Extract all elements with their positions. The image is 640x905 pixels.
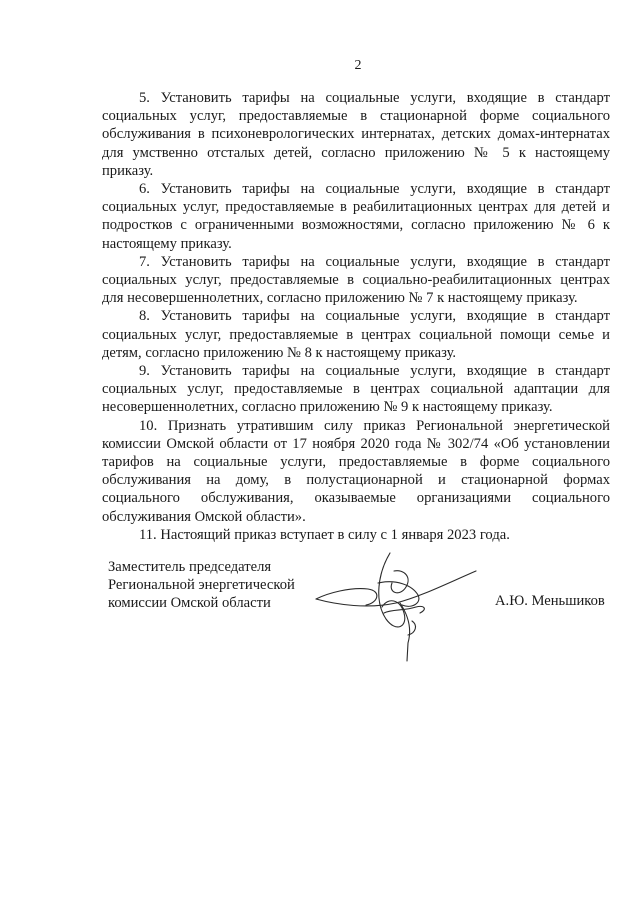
handwritten-signature [308, 543, 478, 668]
signer-position-line: комиссии Омской области [108, 595, 271, 612]
clause-5: 5. Установить тарифы на социальные услуги, входящие в стандарт социальных услуг, предоставляемые в стационарной форме социального обслуживания в психоневрологических интернатах, детских домах-интернатах для умственно отсталых детей, согласно приложению № 5 к настоящему приказу. [102, 90, 610, 179]
clause-6: 6. Установить тарифы на социальные услуги, входящие в стандарт социальных услуг, предоставляемые в реабилитационных центрах для детей и подростков с ограниченными возможностями, согласно приложению № 6 к настоящему приказу. [102, 181, 610, 252]
clause-8: 8. Установить тарифы на социальные услуги, входящие в стандарт социальных услуг, предоставляемые в центрах социальной помощи семье и детям, согласно приложению № 8 к настоящему приказу. [102, 308, 610, 361]
signer-position-line: Региональной энергетической [108, 577, 295, 594]
clause-11: 11. Настоящий приказ вступает в силу с 1 января 2023 года. [139, 526, 510, 543]
signer-position-line: Заместитель председателя [108, 559, 272, 575]
signer-position [108, 558, 328, 613]
document-body [102, 89, 610, 544]
clause-9: 9. Установить тарифы на социальные услуги, входящие в стандарт социальных услуг, предоставляемые в центрах социальной адаптации для несовершеннолетних, согласно приложению № 9 к настоящему приказу. [102, 363, 610, 416]
page-number: 2 [354, 58, 362, 73]
clause-10: 10. Признать утратившим силу приказ Региональной энергетической комиссии Омской области от 17 ноября 2020 года № 302/74 «Об установлении тарифов на социальные услуги, предоставляемые в форме социального обслуживания на дому, в полустационарной и стационарной формах социального обслуживания, оказываемые организациями социального обслуживания Омской области». [102, 417, 610, 525]
clause-7: 7. Установить тарифы на социальные услуги, входящие в стандарт социальных услуг, предоставляемые в социально-реабилитационных центрах для несовершеннолетних, согласно приложению № 7 к настоящему приказу. [102, 253, 610, 307]
signer-name: А.Ю. Меньшиков [495, 593, 605, 609]
